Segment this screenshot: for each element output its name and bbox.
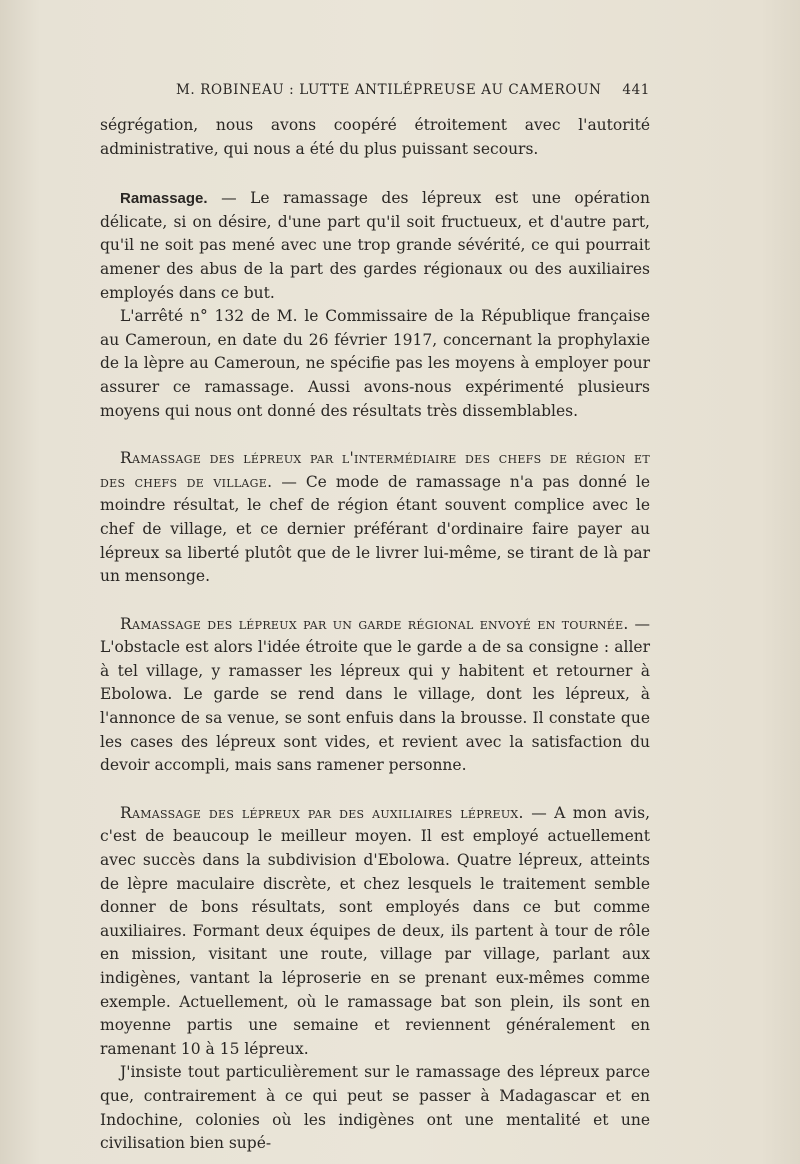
- running-head: M. ROBINEAU : LUTTE ANTILÉPREUSE AU CAMEROUN: [176, 82, 602, 98]
- subsection-heading: Ramassage des lépreux par des auxiliaires lépreux.: [120, 803, 524, 822]
- paragraph-text: — A mon avis, c'est de beaucoup le meilleur moyen. Il est employé actuellement avec succès dans la subdivision d'Ebolowa. Quatre lépreux, atteints de lèpre maculaire discrète, et chez lesquels le traitement semble donner de bons résultats, sont employés dans ce but comme auxiliaires. Formant deux équipes de deux, ils partent à tour de rôle en mission, visitant une route, village par village, parlant aux indigènes, vantant la léproserie en se prenant eux-mêmes comme exemple. Actuellement, où le ramassage bat son plein, ils sont en moyenne partis une semaine et reviennent généralement en ramenant 10 à 15 lépreux.: [100, 803, 651, 1058]
- paragraph-text: — Le ramassage des lépreux est une opération délicate, si on désire, d'une part qu'il soit fructueux, et d'autre part, qu'il ne soit pas mené avec une trop grande sévérité, ce qui pourrait amener des abus de la part des gardes régionaux ou des auxiliaires employés dans ce but.: [100, 189, 650, 302]
- paragraph-auxiliaires: [100, 802, 650, 1062]
- section-heading: Ramassage.: [120, 190, 208, 208]
- subsection-heading: Ramassage des lépreux par l'intermédiaire des chefs de région et des chefs de village.: [100, 449, 650, 491]
- body-text: [100, 114, 650, 1156]
- paragraph: J'insiste tout particulièrement sur le ramassage des lépreux parce que, contrairement à ce qui peut se passer à Madagascar et en Indochine, colonies où les indigènes ont une mentalité et une civilisation bien supé-: [100, 1063, 650, 1153]
- subsection-heading: Ramassage des lépreux par un garde régional envoyé en tournée.: [120, 614, 629, 633]
- paragraph-text: — Ce mode de ramassage n'a pas donné le moindre résultat, le chef de région étant souvent complice avec le chef de village, et ce dernier préférant d'ordinaire faire payer au lépreux sa liberté plutôt que de le livrer lui-même, se tirant de là par un mensonge.: [100, 472, 651, 586]
- page-number: 441: [622, 82, 650, 98]
- paragraph-chefs: [100, 447, 650, 589]
- paragraph-ramassage: [100, 187, 650, 305]
- paragraph: ségrégation, nous avons coopéré étroitement avec l'autorité administrative, qui nous a été du plus puissant secours.: [100, 116, 650, 158]
- page-header: [176, 82, 650, 104]
- paragraph-text: — L'obstacle est alors l'idée étroite que le garde a de sa consigne : aller à tel village, y ramasser les lépreux qui y habitent et retourner à Ebolowa. Le garde se rend dans le village, dont les lépreux, à l'annonce de sa venue, se sont enfuis dans la brousse. Il constate que les cases des lépreux sont vides, et revient avec la satisfaction du devoir accompli, mais sans ramener personne.: [100, 614, 650, 775]
- paragraph: L'arrêté n° 132 de M. le Commissaire de la République française au Cameroun, en date du 26 février 1917, concernant la prophylaxie de la lèpre au Cameroun, ne spécifie pas les moyens à employer pour assurer ce ramassage. Aussi avons-nous expérimenté plusieurs moyens qui nous ont donné des résultats très dissemblables.: [100, 307, 650, 420]
- paragraph-garde: [100, 613, 650, 778]
